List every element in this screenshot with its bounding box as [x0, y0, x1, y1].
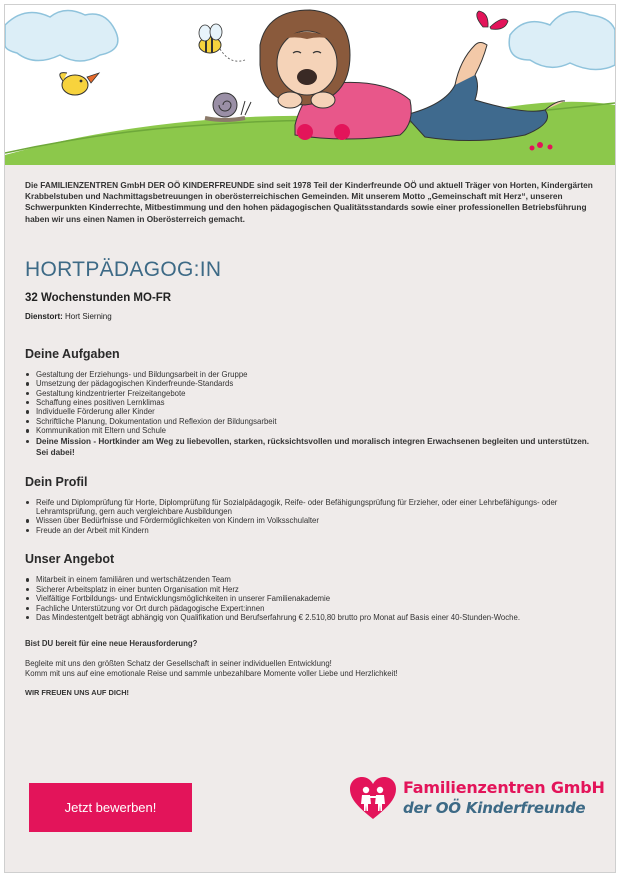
section-heading-profile: Dein Profil — [25, 474, 88, 489]
girl-lying-on-grass-illustration — [5, 5, 615, 165]
cloud-left-icon — [5, 10, 118, 61]
list-item: Mitarbeit in einem familiären und wertschätzenden Team — [25, 575, 597, 584]
list-item: Gestaltung der Erziehungs- und Bildungsarbeit in der Gruppe — [25, 370, 597, 379]
offer-list — [25, 575, 597, 622]
list-item: Gestaltung kindzentrierter Freizeitangebote — [25, 389, 597, 398]
list-item: Kommunikation mit Eltern und Schule — [25, 426, 597, 435]
cloud-right-icon — [509, 12, 615, 70]
list-item: Das Mindestentgelt beträgt abhängig von Qualifikation und Berufserfahrung € 2.510,80 brutto pro Monat auf Basis einer 40-Stunden-Woche. — [25, 613, 597, 622]
work-location — [25, 312, 597, 321]
snail-icon — [205, 93, 251, 120]
closing-line-2: Komm mit uns auf eine emotionale Reise und sammle unbezahlbare Momente voller Liebe und Herzlichkeit! — [25, 668, 398, 678]
work-location-label: Dienstort: — [25, 311, 63, 321]
heart-children-logo-icon — [350, 777, 396, 821]
bird-icon — [60, 73, 99, 95]
section-heading-tasks: Deine Aufgaben — [25, 346, 120, 361]
closing-signoff: WIR FREUEN UNS AUF DICH! — [25, 687, 130, 697]
section-heading-offer: Unser Angebot — [25, 552, 115, 567]
list-item: Schaffung eines positiven Lernklimas — [25, 398, 597, 407]
list-item: Individuelle Förderung aller Kinder — [25, 407, 597, 416]
closing-message — [25, 659, 597, 679]
working-hours: 32 Wochenstunden MO-FR — [25, 291, 172, 304]
list-item: Wissen über Bedürfnisse und Fördermöglichkeiten von Kindern im Volksschulalter — [25, 516, 597, 525]
tasks-list — [25, 370, 597, 458]
list-item: Vielfältige Fortbildungs- und Entwicklungsmöglichkeiten in unserer Familienakademie — [25, 594, 597, 603]
header-illustration — [5, 5, 615, 165]
job-posting — [4, 4, 616, 873]
list-item: Schriftliche Planung, Dokumentation und Reflexion der Bildungsarbeit — [25, 417, 597, 426]
job-title: HORTPÄDAGOG:IN — [25, 257, 222, 281]
company-logo — [350, 775, 605, 823]
list-item: Reife und Diplomprüfung für Horte, Diplomprüfung für Sozialpädagogik, Reife- oder Befähigungsprüfung für Erzieher, oder einer Lehrbefähigungs- oder Lehramtsprüfung, gern auch vergleichbare Ausbildungen — [25, 498, 597, 517]
logo-text-organisation: der OÖ Kinderfreunde — [403, 799, 586, 817]
list-item: Umsetzung der pädagogischen Kinderfreunde-Standards — [25, 379, 597, 388]
apply-button[interactable]: Jetzt bewerben! — [29, 783, 192, 832]
closing-line-1: Begleite mit uns den größten Schatz der Gesellschaft in seiner individuellen Entwicklung! — [25, 658, 332, 668]
butterfly-icon — [477, 11, 508, 29]
bee-icon — [199, 24, 245, 61]
list-item: Fachliche Unterstützung vor Ort durch pädagogische Expert:innen — [25, 604, 597, 613]
logo-text-company: Familienzentren GmbH — [403, 778, 605, 797]
list-item: Freude an der Arbeit mit Kindern — [25, 526, 597, 535]
closing-question: Bist DU bereit für eine neue Herausforderung? — [25, 639, 198, 649]
mission-item: Deine Mission - Hortkinder am Weg zu liebevollen, starken, rücksichtsvollen und moralisch integren Erwachsenen begleiten und unterstützen. Sei dabei! — [25, 436, 597, 458]
posting-body — [25, 180, 597, 698]
profile-list — [25, 498, 597, 536]
company-intro: Die FAMILIENZENTREN GmbH DER OÖ KINDERFREUNDE sind seit 1978 Teil der Kinderfreunde OÖ und aktuell Träger von Horten, Kindergärten Krabbelstuben und Nachmittagsbetreuungen in oberösterreichischen Gemeinden. Mit unserem Motto „Gemeinschaft mit Herz“, unseren Schwerpunkten Kinderrechte, Mitbestimmung und den hohen pädagogischen Qualitätsstandards sowie einer professionellen Betriebsführung haben wir uns einen Namen in Oberösterreich gemacht. — [25, 180, 593, 224]
list-item: Sicherer Arbeitsplatz in einer bunten Organisation mit Herz — [25, 585, 597, 594]
work-location-value: Hort Sierning — [65, 311, 112, 321]
